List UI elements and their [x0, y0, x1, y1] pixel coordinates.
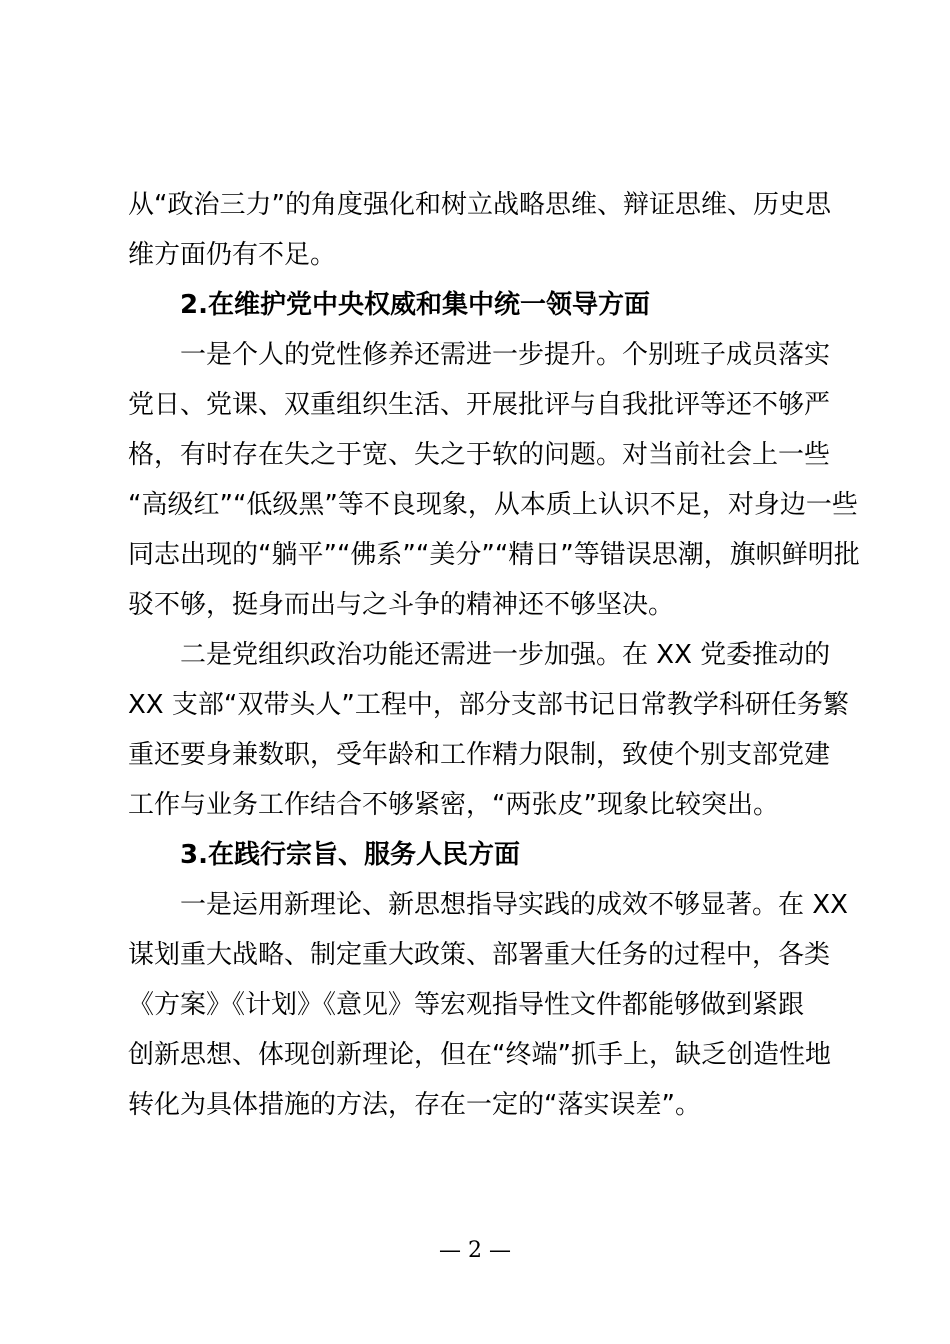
body-line: 从“政治三力”的角度强化和树立战略思维、辩证思维、历史思: [128, 190, 831, 220]
body-line: 驳不够，挺身而出与之斗争的精神还不够坚决。: [128, 590, 675, 620]
body-line: 转化为具体措施的方法，存在一定的“落实误差”。: [128, 1090, 701, 1120]
body-line: 创新思想、体现创新理论，但在“终端”抓手上，缺乏创造性地: [128, 1040, 831, 1070]
body-line: 《方案》《计划》《意见》等宏观指导性文件都能够做到紧跟: [128, 990, 805, 1020]
body-line: “高级红”“低级黑”等不良现象，从本质上认识不足，对身边一些: [128, 490, 858, 520]
body-line: 工作与业务工作结合不够紧密，“两张皮”现象比较突出。: [128, 790, 779, 820]
body-line: 重还要身兼数职，受年龄和工作精力限制，致使个别支部党建: [128, 740, 831, 770]
page-number: — 2 —: [439, 1238, 511, 1263]
body-line: 二是党组织政治功能还需进一步加强。在 XX 党委推动的: [180, 640, 831, 670]
section-heading: 2.在维护党中央权威和集中统一领导方面: [180, 290, 650, 320]
body-line: XX 支部“双带头人”工程中，部分支部书记日常教学科研任务繁: [128, 690, 849, 720]
body-line: 一是个人的党性修养还需进一步提升。个别班子成员落实: [180, 340, 831, 370]
body-line: 格，有时存在失之于宽、失之于软的问题。对当前社会上一些: [128, 440, 831, 470]
body-line: 一是运用新理论、新思想指导实践的成效不够显著。在 XX: [180, 890, 848, 920]
body-line: 党日、党课、双重组织生活、开展批评与自我批评等还不够严: [128, 390, 831, 420]
body-line: 同志出现的“躺平”“佛系”“美分”“精日”等错误思潮，旗帜鲜明批: [128, 540, 860, 570]
body-line: 维方面仍有不足。: [128, 240, 337, 270]
body-line: 谋划重大战略、制定重大政策、部署重大任务的过程中，各类: [128, 940, 831, 970]
section-heading: 3.在践行宗旨、服务人民方面: [180, 840, 520, 870]
